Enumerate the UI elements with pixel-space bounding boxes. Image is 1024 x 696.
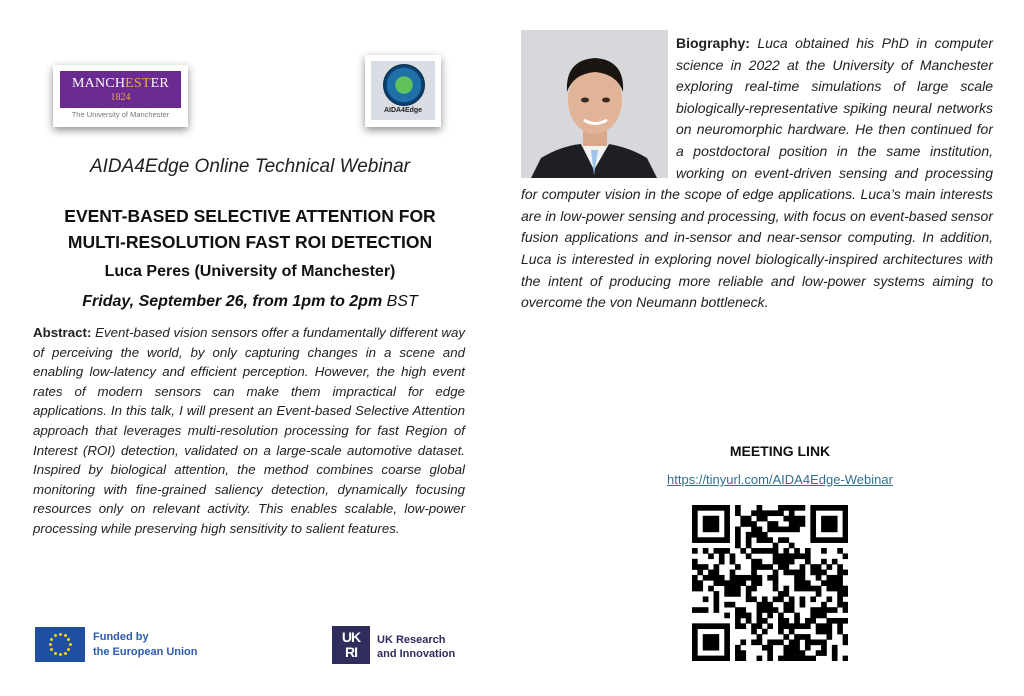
abstract-text: Event-based vision sensors offer a fundamentally different way of perceiving the world, by only capturing changes in a scene and enabling low-latency and efficient perception. However, the high event rates of modern sensors can make them impractical for edge applications. In this talk, I will present an Event-based Selective Attention approach that leverages multi-resolution processing for fast Region of Interest (ROI) detection, validated on a large-scale automotive dataset. Inspired by biological attention, the method combines coarse global monitoring with fine-grained saliency detection, dynamically focusing resources only on relevant activity. This enables scalable, low-power processing while preserving high sensitivity to salient features. — [33, 325, 465, 536]
eu-star-icon — [69, 643, 72, 646]
ukri-logo-icon — [332, 626, 370, 664]
eu-star-icon — [67, 648, 70, 651]
abstract-label: Abstract: — [33, 325, 92, 340]
qr-code-pattern — [692, 505, 848, 661]
ukri-mark-top: UK — [341, 629, 361, 645]
eu-flag-icon — [35, 627, 85, 662]
manchester-logo-banner — [60, 71, 181, 108]
eu-funding-line-2: the European Union — [93, 646, 198, 658]
ukri-line-2: and Innovation — [377, 648, 456, 660]
qr-code-icon[interactable] — [692, 505, 848, 661]
speaker-name: Luca Peres (University of Manchester) — [104, 263, 396, 280]
wordmark-part: ER — [150, 76, 169, 91]
event-timezone: BST — [382, 293, 418, 310]
wordmark-part: MANCH — [72, 76, 126, 91]
biography-label: Biography: — [676, 35, 750, 51]
aida4edge-logo-inner — [371, 61, 435, 120]
meeting-link-label: MEETING LINK — [729, 443, 831, 459]
clover-emblem-icon — [383, 64, 425, 106]
photo-spacer — [521, 33, 676, 181]
eu-star-icon — [67, 638, 70, 641]
eu-star-icon — [50, 638, 53, 641]
eu-funding-line-1: Funded by — [93, 631, 149, 643]
university-of-manchester-logo — [53, 65, 188, 127]
ukri-mark-bottom: RI — [345, 644, 357, 660]
manchester-year: 1824 — [110, 92, 131, 103]
talk-title-line-2: MULTI-RESOLUTION FAST ROI DETECTION — [67, 232, 433, 252]
ukri-line-1: UK Research — [377, 634, 446, 646]
abstract — [33, 323, 465, 539]
talk-title — [0, 203, 500, 255]
aida4edge-logo-label: AIDA4Edge — [383, 107, 423, 114]
aida4edge-logo — [365, 55, 441, 127]
talk-title-line-1: EVENT-BASED SELECTIVE ATTENTION FOR — [64, 206, 436, 226]
event-datetime — [0, 293, 500, 311]
manchester-subtitle: The University of Manchester — [71, 110, 170, 119]
wordmark-gold-part: EST — [125, 76, 151, 91]
eu-star-icon — [59, 653, 62, 656]
webinar-series-title: AIDA4Edge Online Technical Webinar — [89, 156, 411, 177]
eu-star-icon — [59, 633, 62, 636]
ukri-text — [377, 633, 455, 661]
eu-star-icon — [50, 648, 53, 651]
eu-star-icon — [54, 652, 57, 655]
eu-star-icon — [54, 634, 57, 637]
eu-funding-text — [93, 630, 198, 660]
biography-text: Luca obtained his PhD in computer science in 2022 at the University of Manchester exploring real-time simulations of large scale biologically-representative spiking neural networks on neuromorphic hardware. He then continued for a postdoctoral position in the same institution, working on event-driven sensing and processing for computer vision in the scope of edge applications. Luca’s main interests are in low-power sensing and processing, with focus on event-based sensor fusion applications and in-sensor and near-sensor computing. In addition, Luca is interested in exploring novel biologically-inspired architectures with the intent of producing more reliable and low-power systems aiming to overcome the von Neumann bottleneck. — [521, 35, 993, 311]
meeting-link[interactable]: https://tinyurl.com/AIDA4Edge-Webinar — [667, 472, 893, 487]
manchester-wordmark — [60, 76, 181, 92]
biography — [521, 33, 993, 314]
eu-star-icon — [49, 643, 52, 646]
event-date-time: Friday, September 26, from 1pm to 2pm — [82, 293, 383, 310]
eu-star-icon — [64, 634, 67, 637]
eu-star-icon — [64, 652, 67, 655]
